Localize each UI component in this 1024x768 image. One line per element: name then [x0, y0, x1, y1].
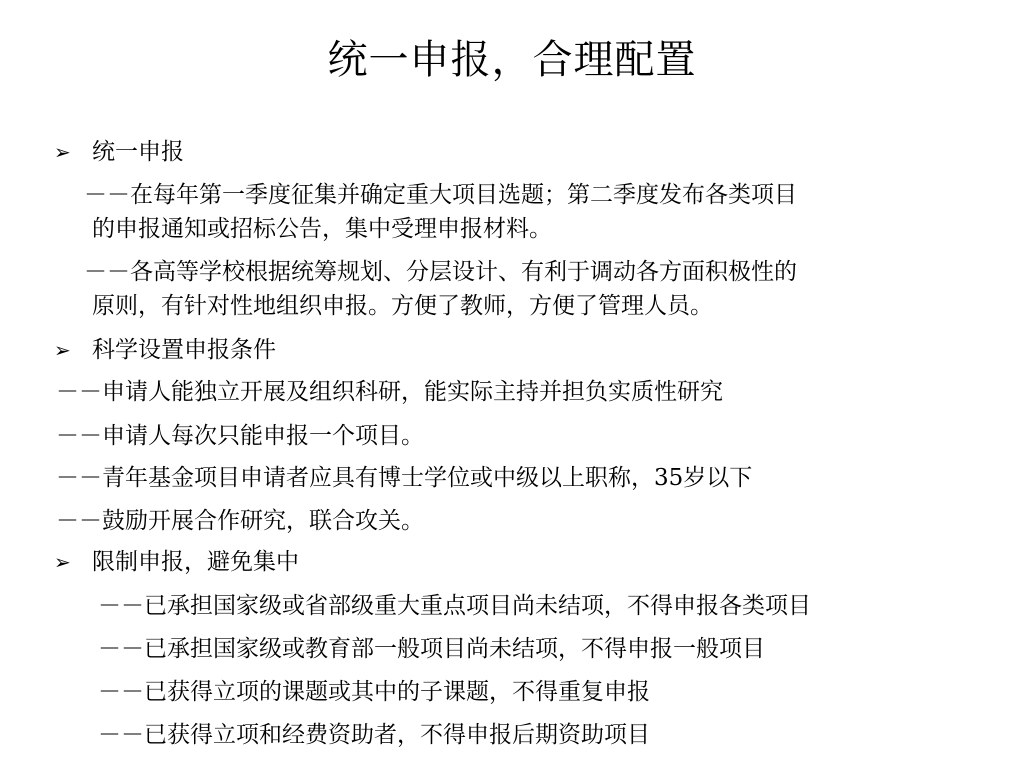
bullet-arrow-icon: ➢	[54, 550, 71, 574]
list-item: －－申请人能独立开展及组织科研，能实际主持并担负实质性研究	[56, 379, 723, 405]
list-item: －－青年基金项目申请者应具有博士学位或中级以上职称，35岁以下	[56, 465, 753, 491]
list-item-line: 原则，有针对性地组织申报。方便了教师，方便了管理人员。	[92, 293, 713, 319]
section-heading-limit-applications: 限制申报，避免集中	[92, 549, 299, 575]
slide-title: 统一申报，合理配置	[327, 37, 697, 83]
list-item: －－已承担国家级或教育部一般项目尚未结项，不得申报一般项目	[98, 636, 765, 662]
section-heading-application-conditions: 科学设置申报条件	[92, 337, 276, 363]
bullet-arrow-icon: ➢	[54, 338, 71, 362]
list-item: －－已获得立项的课题或其中的子课题，不得重复申报	[98, 679, 650, 705]
list-item-line: －－在每年第一季度征集并确定重大项目选题；第二季度发布各类项目	[84, 182, 797, 208]
list-item: －－申请人每次只能申报一个项目。	[56, 423, 424, 449]
list-item: －－已获得立项和经费资助者，不得申报后期资助项目	[98, 722, 650, 748]
list-item-line: －－各高等学校根据统筹规划、分层设计、有利于调动各方面积极性的	[84, 259, 797, 285]
list-item-line: 的申报通知或招标公告，集中受理申报材料。	[92, 216, 552, 242]
bullet-arrow-icon: ➢	[54, 140, 71, 164]
section-heading-unified-application: 统一申报	[92, 139, 184, 165]
list-item: －－已承担国家级或省部级重大重点项目尚未结项，不得申报各类项目	[98, 593, 811, 619]
list-item: －－鼓励开展合作研究，联合攻关。	[56, 508, 424, 534]
